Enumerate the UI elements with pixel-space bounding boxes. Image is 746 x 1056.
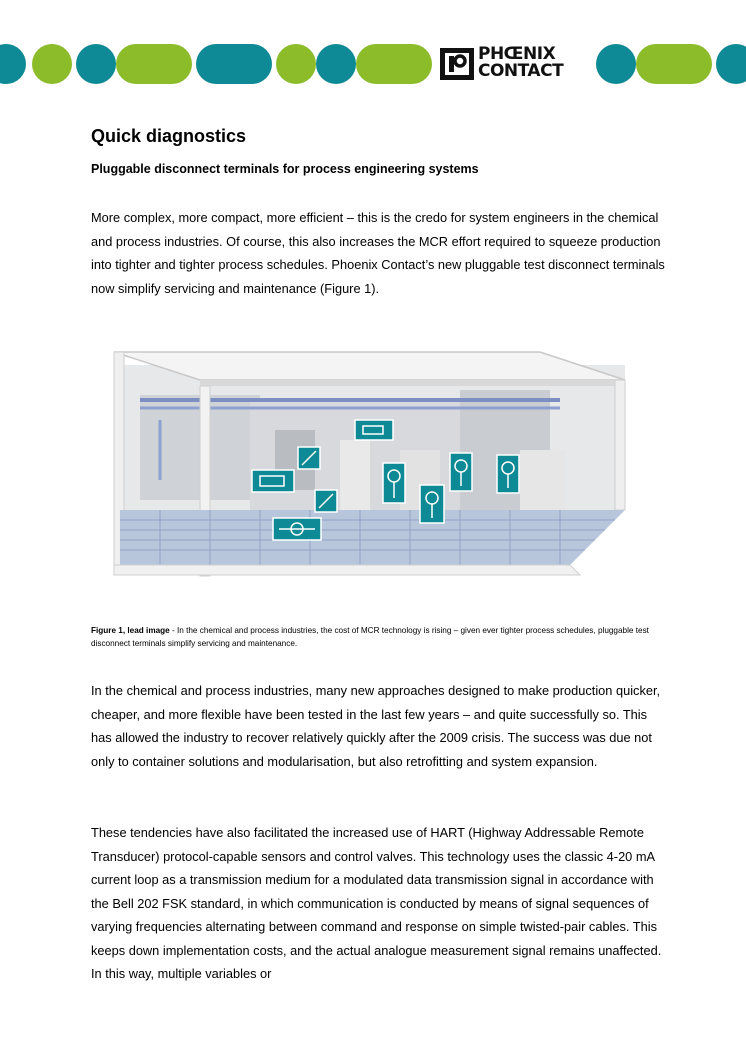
logo-wordmark xyxy=(478,46,563,80)
instrument-symbol-icon xyxy=(420,485,444,523)
figure-caption-text: - In the chemical and process industries, the cost of MCR technology is rising – given ever tighter process schedules, pluggable test disconnect terminals simplify servicing and maintenance. xyxy=(91,626,649,648)
page-title: Quick diagnostics xyxy=(91,126,247,146)
figure-caption-label: Figure 1, lead image xyxy=(91,626,170,635)
banner-pill xyxy=(196,44,272,84)
body-paragraph: In the chemical and process industries, many new approaches designed to make production quicker, cheaper, and more flexible have been tested in the last few years – and quite successfully so. This has allowed the industry to recover relatively quickly after the 2009 crisis. The success was due not only to container solutions and modularisation, but also retrofitting and system expansion. xyxy=(91,683,661,769)
banner-pill xyxy=(356,44,432,84)
banner-pill xyxy=(636,44,712,84)
figure-1-container-illustration xyxy=(100,330,640,585)
banner-circle xyxy=(716,44,746,84)
instrument-symbol-icon xyxy=(298,447,320,469)
banner-circle xyxy=(596,44,636,84)
instrument-symbol-icon xyxy=(315,490,337,512)
logo-line-2: CONTACT xyxy=(478,61,564,81)
intro-paragraph: More complex, more compact, more efficient – this is the credo for system engineers in the chemical and process industries. Of course, this also increases the MCR effort required to squeeze production into tighter and tighter process schedules. Phoenix Contact’s new pluggable test disconnect terminals now simplify servicing and maintenance (Figure 1). xyxy=(91,210,665,296)
phoenix-logo-mark-icon xyxy=(440,48,474,80)
banner-pill xyxy=(116,44,192,84)
page-subtitle: Pluggable disconnect terminals for process engineering systems xyxy=(91,162,479,176)
instrument-symbol-icon xyxy=(383,463,405,503)
banner-circle xyxy=(276,44,316,84)
phoenix-contact-logo xyxy=(438,44,594,84)
instrument-symbol-icon xyxy=(273,518,321,540)
banner-circle xyxy=(0,44,26,84)
instrument-symbol-icon xyxy=(252,470,294,492)
brand-banner xyxy=(0,42,746,86)
figure-caption xyxy=(91,624,671,650)
instrument-symbol-icon xyxy=(355,420,393,440)
body-paragraph: These tendencies have also facilitated the increased use of HART (Highway Addressable Remote Transducer) protocol-capable sensors and control valves. This technology uses the classic 4-20 mA current loop as a transmission medium for a modulated data transmission signal in accordance with the Bell 202 FSK standard, in which communication is conducted by means of signal sequences of varying frequencies alternating between command and response on simple twisted-pair cables. This keeps down implementation costs, and the actual analogue measurement signal remains unaffected. In this way, multiple variables or xyxy=(91,825,662,981)
banner-circle xyxy=(32,44,72,84)
instrument-symbol-icon xyxy=(450,453,472,491)
instrument-symbol-icon xyxy=(497,455,519,493)
banner-circle xyxy=(76,44,116,84)
logo-line-1: PHŒNIX xyxy=(478,44,556,64)
banner-circle xyxy=(316,44,356,84)
